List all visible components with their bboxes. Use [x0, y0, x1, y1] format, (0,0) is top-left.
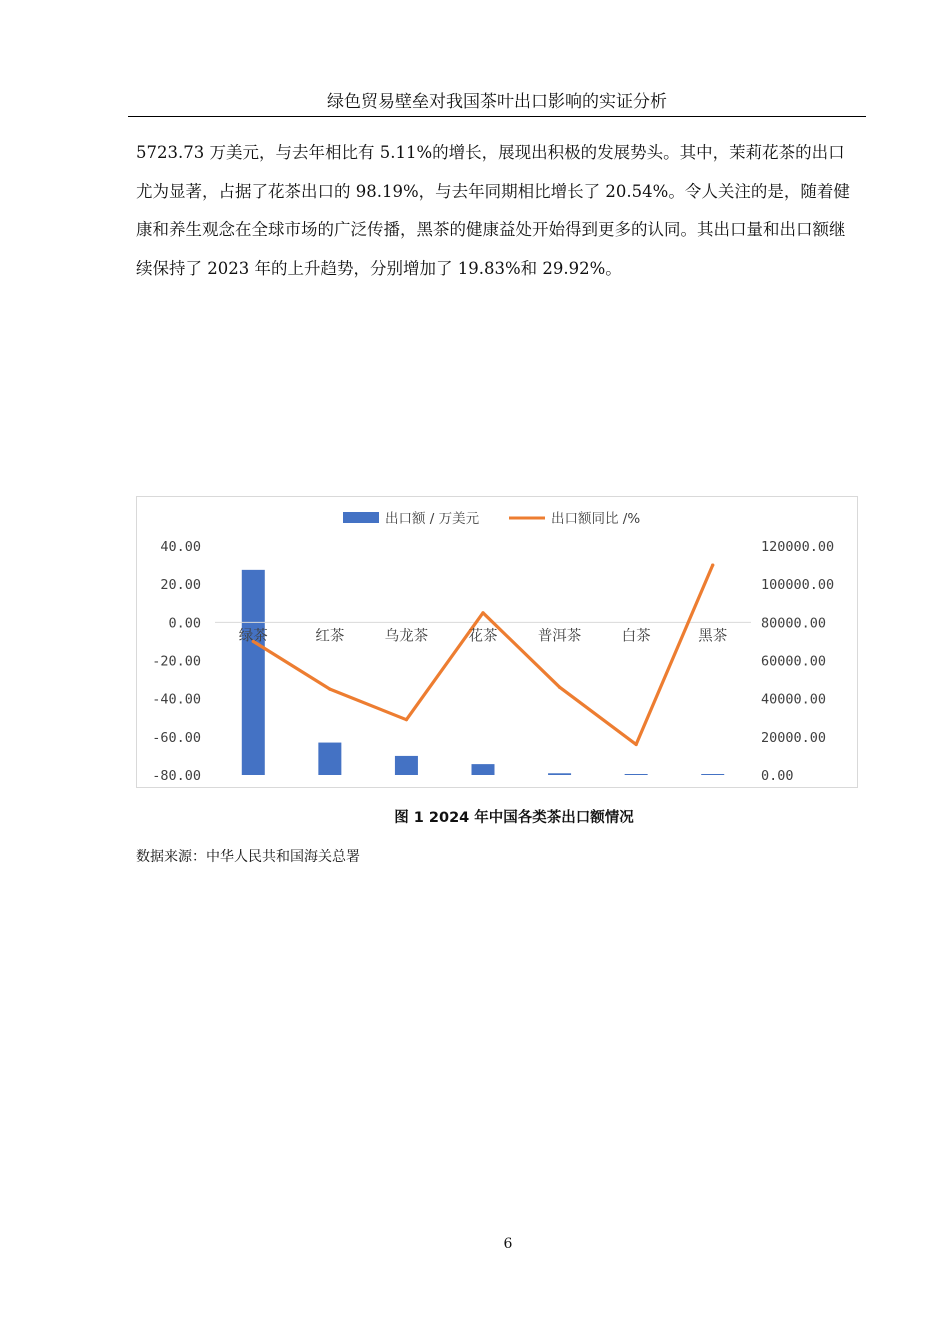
- right-axis-tick-label: 100000.00: [761, 577, 835, 594]
- line-point-黑茶: [711, 563, 714, 566]
- body-paragraph: 5723.73 万美元，与去年相比有 5.11%的增长，展现出积极的发展势头。其中，茉莉花茶的出口尤为显著，占据了花茶出口的 98.19%，与去年同期相比增长了 20.54%。令人关注的是，随着健康和养生观念在全球市场的广泛传播，黑茶的健康益处开始得到更多的认同。其出口量和出口额继续保持了 2023 年的上升趋势，分别增加了 19.83%和 29.92%。: [136, 143, 850, 278]
- data-source: 数据来源：中华人民共和国海关总署: [136, 849, 360, 865]
- legend-label-line: 出口额同比 /%: [551, 511, 641, 527]
- legend-swatch-bar: [343, 512, 379, 523]
- left-axis: [152, 539, 201, 784]
- bar-乌龙茶: [395, 756, 418, 775]
- bar-红茶: [318, 743, 341, 775]
- left-axis-tick-label: -80.00: [152, 768, 201, 784]
- left-axis-tick-label: 40.00: [160, 539, 201, 555]
- line-point-白茶: [635, 743, 638, 746]
- category-label: 红茶: [315, 628, 345, 645]
- figure-caption: 图 1 2024 年中国各类茶出口额情况: [394, 810, 634, 826]
- category-label: 白茶: [621, 628, 651, 645]
- chart-legend: [343, 510, 640, 527]
- right-axis-tick-label: 40000.00: [761, 691, 827, 708]
- bar-普洱茶: [548, 773, 571, 775]
- bar-白茶: [625, 774, 648, 775]
- line-point-普洱茶: [558, 686, 561, 689]
- line-point-红茶: [328, 688, 331, 691]
- line-point-乌龙茶: [405, 718, 408, 721]
- left-axis-tick-label: 0.00: [168, 615, 201, 632]
- bar-花茶: [472, 764, 495, 775]
- right-axis-tick-label: 0.00: [761, 768, 794, 784]
- category-labels: [239, 626, 727, 644]
- left-axis-tick-label: -60.00: [152, 729, 201, 746]
- right-axis-tick-label: 60000.00: [761, 653, 827, 670]
- category-label: 黑茶: [698, 628, 728, 645]
- line-point-花茶: [481, 611, 484, 614]
- line-yoy: [253, 565, 712, 744]
- bar-黑茶: [701, 774, 724, 775]
- chart-container: [136, 496, 858, 788]
- left-axis-tick-label: 20.00: [160, 577, 201, 594]
- page-number: 6: [503, 1236, 513, 1252]
- left-axis-tick-label: -40.00: [152, 691, 201, 708]
- category-label: 花茶: [468, 628, 498, 645]
- legend-label-bar: 出口额 / 万美元: [385, 511, 480, 527]
- right-axis-tick-label: 80000.00: [761, 615, 827, 632]
- running-header: 绿色贸易壁垒对我国茶叶出口影响的实证分析: [128, 88, 866, 117]
- right-axis: [761, 539, 834, 784]
- combo-chart: [137, 497, 859, 789]
- bar-series: [242, 570, 724, 775]
- right-axis-tick-label: 120000.00: [761, 539, 835, 555]
- left-axis-tick-label: -20.00: [152, 653, 201, 670]
- line-series: [252, 563, 715, 746]
- category-label: 普洱茶: [537, 628, 582, 645]
- category-label: 乌龙茶: [384, 628, 429, 645]
- right-axis-tick-label: 20000.00: [761, 729, 827, 746]
- category-label: 绿茶: [238, 628, 268, 645]
- bar-绿茶: [242, 570, 265, 775]
